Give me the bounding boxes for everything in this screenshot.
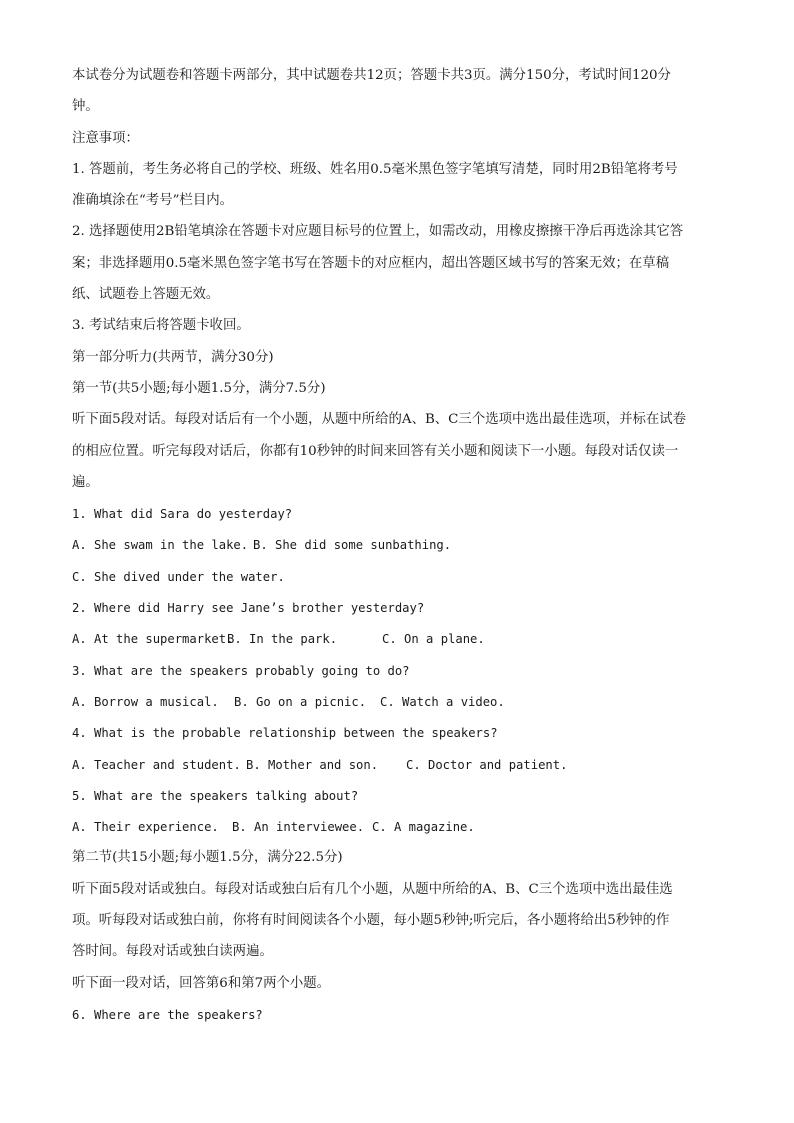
option-a: A. Teacher and student. xyxy=(72,757,241,772)
question-6: 6. Where are the speakers? xyxy=(72,1007,263,1022)
section-instructions: 的相应位置。听完每段对话后，你都有10秒钟的时间来回答有关小题和阅读下一小题。每段对话仅读一 xyxy=(72,443,679,459)
notice-item: 1. 答题前，考生务必将自己的学校、班级、姓名用0.5毫米黑色签字笔填写清楚，同时用2B铅笔将考号 xyxy=(72,161,678,177)
section-instructions: 项。听每段对话或独白前，你将有时间阅读各个小题，每小题5秒钟;听完后，各小题将给出5秒钟的作 xyxy=(72,913,670,929)
section-instructions: 听下面5段对话或独白。每段对话或独白后有几个小题，从题中所给的A、B、C三个选项中选出最佳选 xyxy=(72,881,673,897)
question-1-options xyxy=(72,531,722,562)
intro-line: 钟。 xyxy=(72,99,99,115)
question-5: 5. What are the speakers talking about? xyxy=(72,788,359,803)
section-title: 第二节(共15小题;每小题1.5分，满分22.5分) xyxy=(72,850,343,866)
option-c: C. On a plane. xyxy=(382,632,485,647)
part-title: 第一部分听力(共两节，满分30分) xyxy=(72,349,274,365)
option-c: C. Doctor and patient. xyxy=(406,757,568,772)
section-instructions: 遍。 xyxy=(72,474,99,490)
question-3: 3. What are the speakers probably going to do? xyxy=(72,663,410,678)
question-2-options xyxy=(72,625,722,656)
notice-title: 注意事项： xyxy=(72,130,139,146)
option-a: A. Borrow a musical. xyxy=(72,694,219,709)
option-b: B. In the park. xyxy=(227,632,338,647)
option-b: B. Mother and son. xyxy=(246,757,379,772)
option-c: C. A magazine. xyxy=(372,820,475,835)
notice-item: 3. 考试结束后将答题卡收回。 xyxy=(72,318,250,334)
notice-item: 准确填涂在“考号”栏目内。 xyxy=(72,193,233,209)
question-1: 1. What did Sara do yesterday? xyxy=(72,507,293,522)
option-a: A. She swam in the lake. xyxy=(72,538,249,553)
option-b: B. Go on a picnic. xyxy=(234,694,367,709)
option-c: C. She dived under the water. xyxy=(72,569,285,584)
exam-page xyxy=(72,62,722,1032)
section-instructions: 听下面5段对话。每段对话后有一个小题，从题中所给的A、B、C三个选项中选出最佳选项，并标在试卷 xyxy=(72,412,687,428)
intro-line: 本试卷分为试题卷和答题卡两部分，其中试题卷共12页；答题卡共3页。满分150分，考试时间120分 xyxy=(72,68,671,83)
notice-item: 纸、试题卷上答题无效。 xyxy=(72,287,220,303)
question-5-options xyxy=(72,813,722,844)
question-1-options xyxy=(72,563,722,594)
option-b: B. An interviewee. xyxy=(232,820,365,835)
notice-item: 案；非选择题用0.5毫米黑色签字笔书写在答题卡的对应框内，超出答题区域书写的答案无效；在草稿 xyxy=(72,255,670,271)
option-a: A. At the supermarket. xyxy=(72,632,234,647)
notice-item: 2. 选择题使用2B铅笔填涂在答题卡对应题目标号的位置上，如需改动，用橡皮擦擦干净后再选涂其它答 xyxy=(72,224,684,240)
option-a: A. Their experience. xyxy=(72,820,219,835)
question-4-options xyxy=(72,751,722,782)
question-4: 4. What is the probable relationship between the speakers? xyxy=(72,726,498,741)
section-instructions: 答时间。每段对话或独白读两遍。 xyxy=(72,944,273,960)
option-c: C. Watch a video. xyxy=(380,694,505,709)
option-b: B. She did some sunbathing. xyxy=(253,538,452,553)
dialogue-lead: 听下面一段对话，回答第6和第7两个小题。 xyxy=(72,975,331,991)
question-3-options xyxy=(72,688,722,719)
question-2: 2. Where did Harry see Jane’s brother yesterday? xyxy=(72,601,425,616)
section-title: 第一节(共5小题;每小题1.5分，满分7.5分) xyxy=(72,380,326,396)
